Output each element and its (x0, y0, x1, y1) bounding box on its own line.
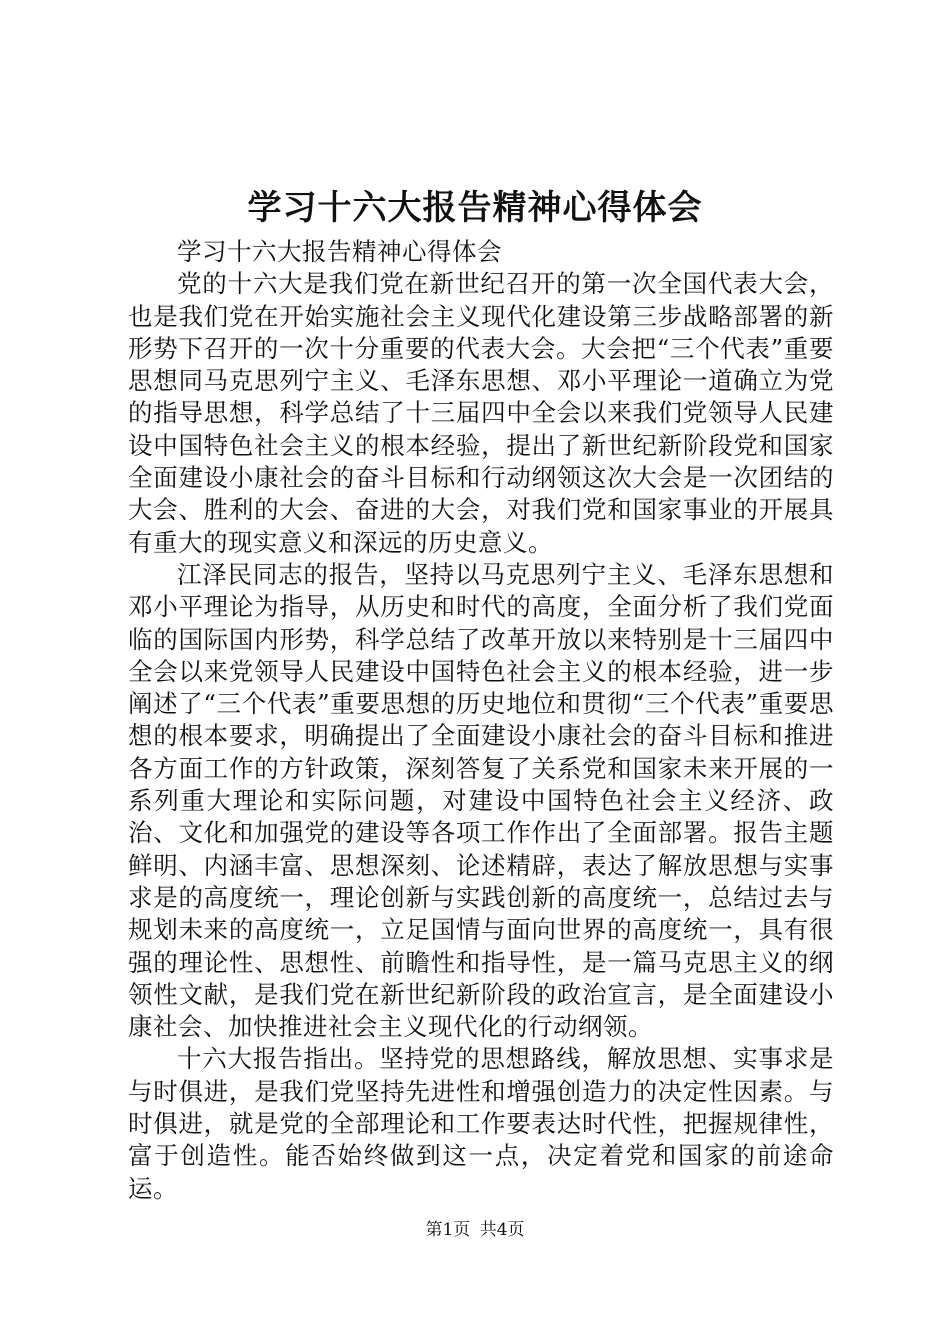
paragraph-2: 江泽民同志的报告，坚持以马克思列宁主义、毛泽东思想和邓小平理论为指导，从历史和时代的高度，全面分析了我们党面临的国际国内形势，科学总结了改革开放以来特别是十三届四中全会以来党领导人民建设中国特色社会主义的根本经验，进一步阐述了“三个代表”重要思想的历史地位和贯彻“三个代表”重要思想的根本要求，明确提出了全面建设小康社会的奋斗目标和推进各方面工作的方针政策，深刻答复了关系党和国家未来开展的一系列重大理论和实际问题，对建设中国特色社会主义经济、政治、文化和加强党的建设等各项工作作出了全面部署。报告主题鲜明、内涵丰富、思想深刻、论述精辟，表达了解放思想与实事求是的高度统一，理论创新与实践创新的高度统一，总结过去与规划未来的高度统一，立足国情与面向世界的高度统一，具有很强的理论性、思想性、前瞻性和指导性，是一篇马克思主义的纲领性文献，是我们党在新世纪新阶段的政治宣言，是全面建设小康社会、加快推进社会主义现代化的行动纲领。 (128, 559, 834, 1042)
page-number: 第1页 (425, 1220, 471, 1240)
paragraph-3: 十六大报告指出。坚持党的思想路线，解放思想、实事求是与时俱进，是我们党坚持先进性和增强创造力的决定性因素。与时俱进，就是党的全部理论和工作要表达时代性，把握规律性，富于创造性。能否始终做到这一点，决定着党和国家的前途命运。 (128, 1044, 834, 1203)
page-footer (0, 1218, 950, 1242)
document-body (128, 236, 834, 1205)
document-subtitle: 学习十六大报告精神心得体会 (177, 237, 502, 266)
page-total: 共4页 (479, 1220, 525, 1240)
paragraph-1: 党的十六大是我们党在新世纪召开的第一次全国代表大会，也是我们党在开始实施社会主义现代化建设第三步战略部署的新形势下召开的一次十分重要的代表大会。大会把“三个代表”重要思想同马克思列宁主义、毛泽东思想、邓小平理论一道确立为党的指导思想，科学总结了十三届四中全会以来我们党领导人民建设中国特色社会主义的根本经验，提出了新世纪新阶段党和国家全面建设小康社会的奋斗目标和行动纲领这次大会是一次团结的大会、胜利的大会、奋进的大会，对我们党和国家事业的开展具有重大的现实意义和深远的历史意义。 (128, 269, 834, 557)
document-title: 学习十六大报告精神心得体会 (247, 188, 703, 228)
